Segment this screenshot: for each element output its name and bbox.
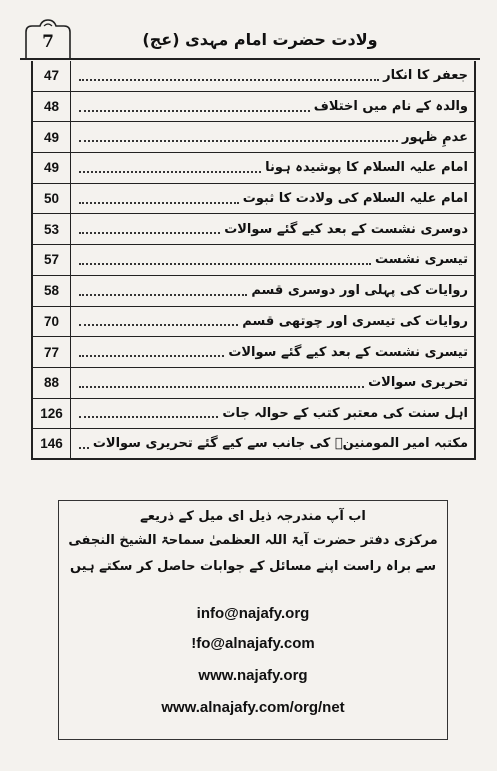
toc-entry-title: تحریری سوالات: [368, 375, 468, 391]
toc-row[interactable]: [33, 245, 474, 276]
toc-row[interactable]: [33, 337, 474, 368]
toc-page-number: 70: [33, 307, 71, 337]
dotted-leader: [79, 263, 371, 265]
toc-entry-title: جعفر کا انکار: [383, 68, 468, 84]
toc-row[interactable]: [33, 307, 474, 338]
toc-page-number: 58: [33, 276, 71, 306]
toc-entry: [71, 368, 474, 398]
toc-entry-title: والدہ کے نام میں اختلاف: [313, 99, 468, 115]
toc-row[interactable]: [33, 368, 474, 399]
toc-row[interactable]: [33, 122, 474, 153]
email-link-najafy[interactable]: info@najafy.org: [196, 605, 310, 622]
toc-page-number: 57: [33, 245, 71, 275]
toc-entry-title: روایات کی پہلی اور دوسری قسم: [251, 283, 468, 299]
dotted-leader: [79, 140, 398, 142]
toc-row[interactable]: [33, 153, 474, 184]
header-rule: [20, 58, 480, 60]
dotted-leader: [79, 416, 218, 418]
toc-row[interactable]: [33, 276, 474, 307]
email-link-alnajafy[interactable]: !fo@alnajafy.com: [191, 635, 315, 652]
contact-line-1: اب آپ مندرجہ ذیل ای میل کے ذریعے: [140, 509, 366, 524]
toc-entry: [71, 122, 474, 152]
toc-entry: [71, 153, 474, 183]
dotted-leader: [79, 386, 364, 388]
dotted-leader: [79, 447, 89, 449]
toc-page-number: 50: [33, 184, 71, 214]
toc-page-number: 77: [33, 337, 71, 367]
dotted-leader: [79, 232, 220, 234]
contact-line-2: مرکزی دفتر حضرت آیۃ اللہ العظمیٰ سماحۃ الشیخ النجفی: [68, 533, 438, 548]
toc-entry: [71, 399, 474, 429]
contact-box: [58, 500, 448, 740]
toc-entry-title: دوسری نشست کے بعد کیے گئے سوالات: [224, 221, 468, 237]
toc-entry: [71, 337, 474, 367]
contact-line-3: سے براہ راست اپنے مسائل کے جوابات حاصل کر سکتے ہیں: [69, 559, 437, 574]
toc-entry: [71, 214, 474, 244]
toc-page-number: 47: [33, 61, 71, 91]
toc-entry-title: اہل سنت کی معتبر کتب کے حوالہ جات: [222, 405, 468, 421]
toc-row[interactable]: [33, 184, 474, 215]
toc-entry: [71, 307, 474, 337]
toc-row[interactable]: [33, 92, 474, 123]
toc-entry: [71, 184, 474, 214]
dotted-leader: [79, 355, 224, 357]
toc-entry: [71, 92, 474, 122]
toc-entry-title: امام علیہ السلام کا پوشیدہ ہونا: [265, 160, 468, 176]
toc-row[interactable]: [33, 429, 474, 460]
toc-row[interactable]: [33, 214, 474, 245]
toc-row[interactable]: [33, 61, 474, 92]
website-link-alnajafy[interactable]: www.alnajafy.com/org/net: [161, 699, 345, 716]
toc-page-number: 49: [33, 153, 71, 183]
page-number: 7: [42, 32, 54, 52]
toc-entry: [71, 61, 474, 91]
toc-entry-title: امام علیہ السلام کی ولادت کا ثبوت: [242, 191, 468, 207]
toc-page-number: 53: [33, 214, 71, 244]
toc-entry: [71, 429, 474, 458]
toc-page-number: 126: [33, 399, 71, 429]
dotted-leader: [79, 324, 238, 326]
toc-entry-title: مکتبہ امیر المومنینؑ کی جانب سے کیے گئے تحریری سوالات: [92, 436, 468, 452]
website-link-najafy[interactable]: www.najafy.org: [198, 667, 308, 684]
toc-entry-title: روایات کی تیسری اور چوتھی قسم: [242, 313, 468, 329]
toc-entry-title: عدمِ ظہور: [402, 129, 468, 145]
dotted-leader: [79, 171, 261, 173]
running-title: ولادت حضرت امام مہدی (عج): [142, 30, 378, 49]
toc-page-number: 48: [33, 92, 71, 122]
toc-page-number: 88: [33, 368, 71, 398]
toc-page-number: 49: [33, 122, 71, 152]
toc-row[interactable]: [33, 399, 474, 430]
dotted-leader: [79, 294, 247, 296]
dotted-leader: [79, 202, 239, 204]
toc-entry-title: تیسری نشست کے بعد کیے گئے سوالات: [228, 344, 468, 360]
page-number-badge: [22, 18, 74, 60]
table-of-contents: [31, 61, 476, 460]
toc-entry-title: تیسری نشست: [374, 252, 468, 268]
dotted-leader: [79, 110, 310, 112]
toc-page-number: 146: [33, 429, 71, 458]
toc-entry: [71, 276, 474, 306]
toc-entry: [71, 245, 474, 275]
dotted-leader: [79, 79, 379, 81]
